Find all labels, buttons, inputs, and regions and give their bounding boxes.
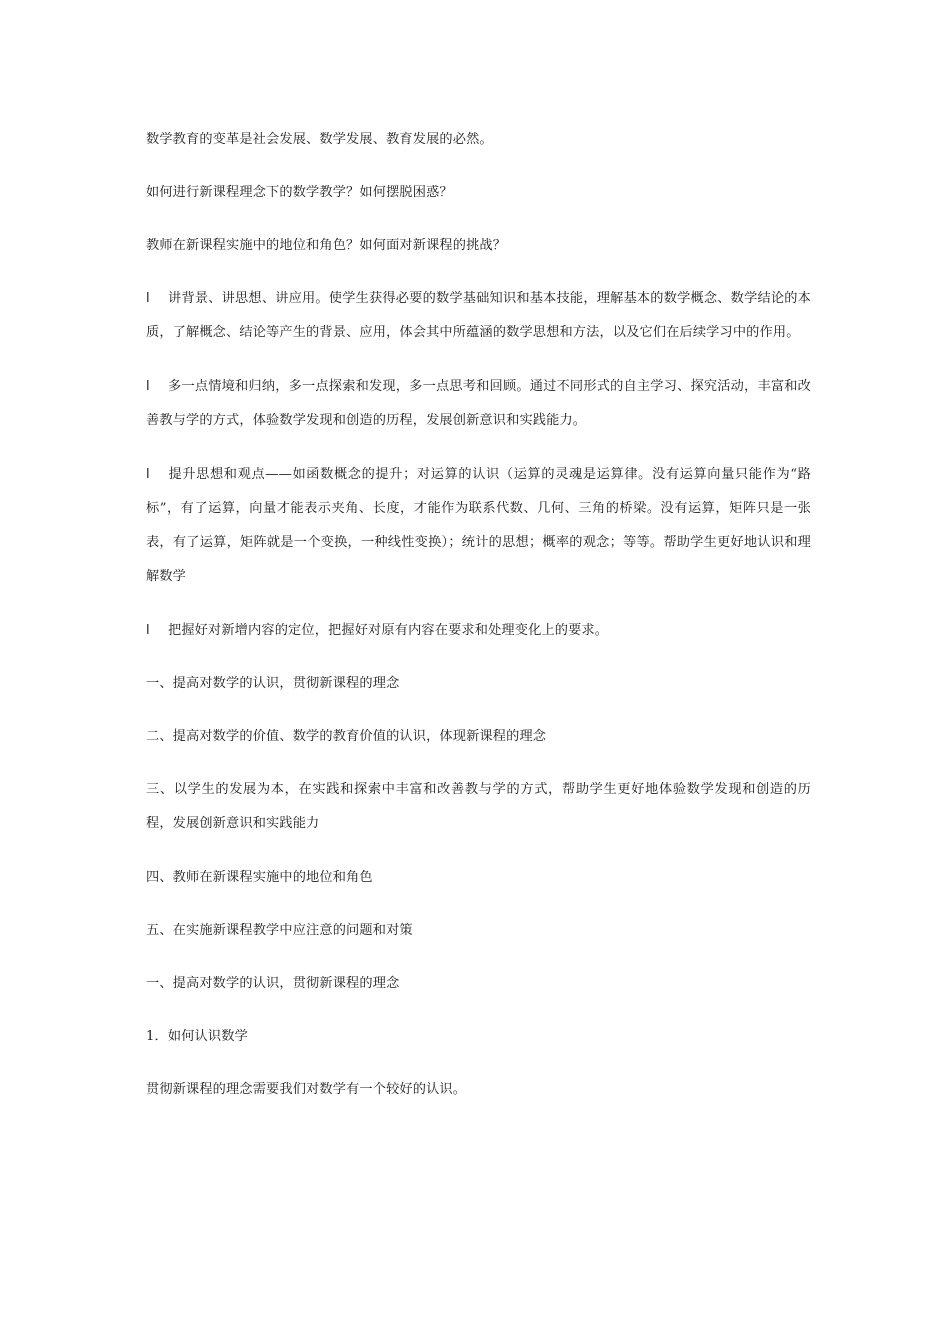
section-heading <box>146 720 811 754</box>
paragraph-text: 一、提高对数学的认识，贯彻新课程的理念 <box>146 976 400 991</box>
paragraph-text: 如何进行新课程理念下的数学教学？如何摆脱困惑？ <box>146 185 453 200</box>
bullet-paragraph <box>146 458 811 594</box>
paragraph <box>146 176 811 210</box>
bullet-marker: l <box>146 291 150 306</box>
bullet-marker: l <box>146 467 150 482</box>
document-body <box>146 123 811 1126</box>
bullet-paragraph <box>146 370 811 438</box>
paragraph-text: 1．如何认识数学 <box>146 1029 248 1044</box>
paragraph <box>146 229 811 263</box>
paragraph-text: 三、以学生的发展为本，在实践和探索中丰富和改善教与学的方式，帮助学生更好地体验数学发现和创造的历程，发展创新意识和实践能力 <box>146 782 811 831</box>
paragraph-text: 多一点情境和归纳，多一点探索和发现，多一点思考和回顾。通过不同形式的自主学习、探究活动，丰富和改善教与学的方式，体验数学发现和创造的历程，发展创新意识和实践能力。 <box>146 379 811 428</box>
bullet-marker: l <box>146 623 150 638</box>
bullet-paragraph <box>146 282 811 350</box>
section-heading <box>146 773 811 841</box>
bullet-paragraph <box>146 614 811 648</box>
paragraph-text: 讲背景、讲思想、讲应用。使学生获得必要的数学基础知识和基本技能，理解基本的数学概念、数学结论的本质，了解概念、结论等产生的背景、应用，体会其中所蕴涵的数学思想和方法，以及它们在后续学习中的作用。 <box>146 291 811 340</box>
section-heading <box>146 914 811 948</box>
paragraph-text: 二、提高对数学的价值、数学的教育价值的认识，体现新课程的理念 <box>146 729 547 744</box>
subsection-heading <box>146 1020 811 1054</box>
paragraph-text: 一、提高对数学的认识，贯彻新课程的理念 <box>146 676 400 691</box>
section-heading <box>146 967 811 1001</box>
paragraph <box>146 123 811 157</box>
paragraph-text: 四、教师在新课程实施中的地位和角色 <box>146 870 373 885</box>
paragraph-text: 教师在新课程实施中的地位和角色？如何面对新课程的挑战？ <box>146 238 507 253</box>
paragraph-text: 贯彻新课程的理念需要我们对数学有一个较好的认识。 <box>146 1082 467 1097</box>
paragraph-text: 把握好对新增内容的定位，把握好对原有内容在要求和处理变化上的要求。 <box>168 623 609 638</box>
bullet-marker: l <box>146 379 150 394</box>
section-heading <box>146 667 811 701</box>
paragraph-text: 五、在实施新课程教学中应注意的问题和对策 <box>146 923 413 938</box>
section-heading <box>146 861 811 895</box>
paragraph-text: 提升思想和观点——如函数概念的提升；对运算的认识（运算的灵魂是运算律。没有运算向量只能作为“路标”，有了运算，向量才能表示夹角、长度，才能作为联系代数、几何、三角的桥梁。没有运算，矩阵只是一张表，有了运算，矩阵就是一个变换，一种线性变换）；统计的思想；概率的观念；等等。帮助学生更好地认识和理解数学 <box>146 467 811 584</box>
paragraph <box>146 1073 811 1107</box>
paragraph-text: 数学教育的变革是社会发展、数学发展、教育发展的必然。 <box>146 132 493 147</box>
